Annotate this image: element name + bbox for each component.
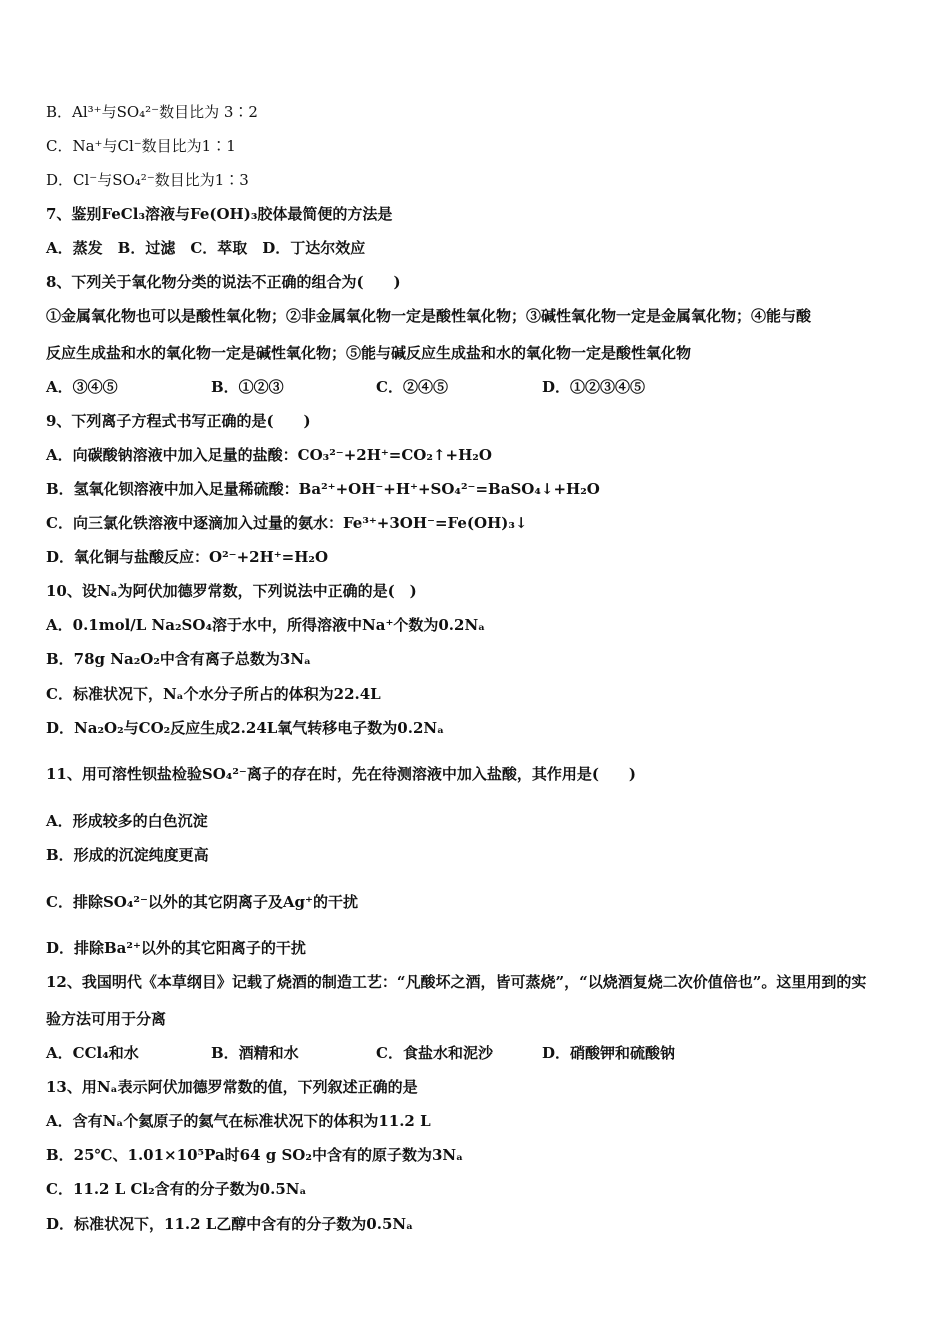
- q13-option-a: A．含有Nₐ个氦原子的氦气在标准状况下的体积为11.2 L: [46, 1112, 431, 1130]
- q7-options: A．蒸发 B．过滤 C．萃取 D．丁达尔效应: [46, 239, 366, 257]
- q11-stem: 11、用可溶性钡盐检验SO₄²⁻离子的存在时，先在待测溶液中加入盐酸，其作用是( ): [46, 765, 637, 783]
- q6-option-d: D．Cl⁻与SO₄²⁻数目比为1∶3: [46, 171, 249, 189]
- q10-option-d: D．Na₂O₂与CO₂反应生成2.24L氧气转移电子数为0.2Nₐ: [46, 719, 445, 737]
- q13-option-c: C．11.2 L Cl₂含有的分子数为0.5Nₐ: [46, 1180, 307, 1198]
- q6-option-b: B．Al³⁺与SO₄²⁻数目比为 3∶2: [46, 103, 258, 121]
- q9-stem: 9、下列离子方程式书写正确的是( ): [46, 412, 311, 430]
- q8-statement-line1: ①金属氧化物也可以是酸性氧化物；②非金属氧化物一定是酸性氧化物；③碱性氧化物一定是金属氧化物；④能与酸: [46, 307, 812, 325]
- q7-stem: 7、鉴别FeCl₃溶液与Fe(OH)₃胶体最简便的方法是: [46, 205, 393, 223]
- q9-option-c: C．向三氯化铁溶液中逐滴加入过量的氨水：Fe³⁺+3OH⁻=Fe(OH)₃↓: [46, 514, 528, 532]
- q8-option-c: C．②④⑤: [376, 378, 448, 396]
- q10-option-a: A．0.1mol/L Na₂SO₄溶于水中，所得溶液中Na⁺个数为0.2Nₐ: [46, 616, 486, 634]
- q9-option-d: D．氧化铜与盐酸反应：O²⁻+2H⁺=H₂O: [46, 548, 329, 566]
- q12-option-c: C．食盐水和泥沙: [376, 1044, 493, 1062]
- q11-option-b: B．形成的沉淀纯度更高: [46, 846, 209, 864]
- q12-option-d: D．硝酸钾和硫酸钠: [542, 1044, 676, 1062]
- q9-option-b: B．氢氧化钡溶液中加入足量稀硫酸：Ba²⁺+OH⁻+H⁺+SO₄²⁻=BaSO₄↓+H₂O: [46, 480, 600, 498]
- q10-stem: 10、设Nₐ为阿伏加德罗常数，下列说法中正确的是( ): [46, 582, 417, 600]
- q13-option-d: D．标准状况下，11.2 L乙醇中含有的分子数为0.5Nₐ: [46, 1215, 414, 1233]
- q10-option-c: C．标准状况下，Nₐ个水分子所占的体积为22.4L: [46, 685, 381, 703]
- q10-option-b: B．78g Na₂O₂中含有离子总数为3Nₐ: [46, 650, 312, 668]
- q8-option-d: D．①②③④⑤: [542, 378, 646, 396]
- q11-option-a: A．形成较多的白色沉淀: [46, 812, 208, 830]
- q12-stem-line2: 验方法可用于分离: [46, 1010, 167, 1028]
- q11-option-d: D．排除Ba²⁺以外的其它阳离子的干扰: [46, 939, 306, 957]
- q12-option-b: B．酒精和水: [211, 1044, 299, 1062]
- q9-option-a: A．向碳酸钠溶液中加入足量的盐酸：CO₃²⁻+2H⁺=CO₂↑+H₂O: [46, 446, 492, 464]
- q12-stem-line1: 12、我国明代《本草纲目》记载了烧酒的制造工艺：“凡酸坏之酒，皆可蒸烧”，“以烧酒复烧二次价值倍也”。这里用到的实: [46, 973, 867, 991]
- q13-option-b: B．25℃、1.01×10⁵Pa时64 g SO₂中含有的原子数为3Nₐ: [46, 1146, 464, 1164]
- q8-option-b: B．①②③: [211, 378, 284, 396]
- q8-statement-line2: 反应生成盐和水的氧化物一定是碱性氧化物；⑤能与碱反应生成盐和水的氧化物一定是酸性氧化物: [46, 344, 692, 362]
- q8-stem: 8、下列关于氧化物分类的说法不正确的组合为( ): [46, 273, 401, 291]
- q12-option-a: A．CCl₄和水: [46, 1044, 139, 1062]
- q6-option-c: C．Na⁺与Cl⁻数目比为1∶1: [46, 137, 236, 155]
- q11-option-c: C．排除SO₄²⁻以外的其它阴离子及Ag⁺的干扰: [46, 893, 358, 911]
- q8-option-a: A．③④⑤: [46, 378, 118, 396]
- q13-stem: 13、用Nₐ表示阿伏加德罗常数的值，下列叙述正确的是: [46, 1078, 418, 1096]
